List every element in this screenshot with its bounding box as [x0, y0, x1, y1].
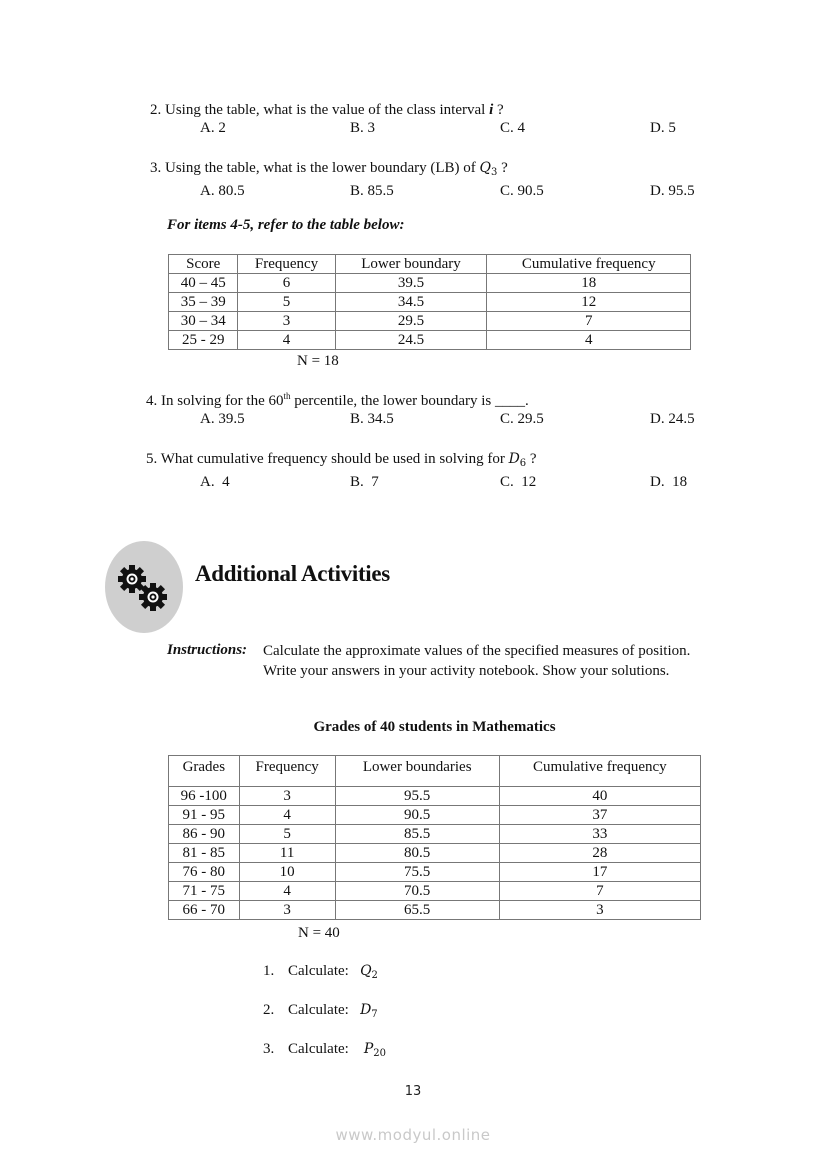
question-number: 4.	[146, 393, 158, 409]
refer-note: For items 4-5, refer to the table below:	[167, 217, 405, 233]
choice-d: D. 18	[650, 474, 688, 490]
choices	[150, 182, 730, 200]
question-stem	[146, 450, 726, 473]
table-cell: 17	[499, 863, 700, 882]
page-number: 13	[404, 1084, 422, 1099]
table-cell: 3	[239, 901, 335, 920]
score-table	[168, 254, 691, 350]
question-stem	[146, 392, 726, 410]
calc-label: Calculate:	[288, 1002, 349, 1018]
table-cell: 25 - 29	[169, 331, 238, 350]
choice-d: D. 24.5	[650, 411, 695, 427]
table2-title: Grades of 40 students in Mathematics	[313, 719, 556, 735]
math-sub: 2	[371, 970, 378, 981]
question-stem	[150, 159, 730, 182]
gear-small-icon	[139, 583, 167, 611]
table-cell: 3	[499, 901, 700, 920]
choice-c: C. 90.5	[500, 183, 544, 199]
question-end: ?	[493, 102, 504, 118]
table-cell: 5	[239, 825, 335, 844]
question-5	[146, 450, 726, 491]
grades-table	[168, 755, 701, 920]
choice-a: A. 4	[200, 474, 230, 490]
ordinal-suffix: th	[283, 391, 291, 401]
choice-c: C. 12	[500, 474, 537, 490]
choice-b: B. 34.5	[350, 411, 394, 427]
table-cell: 18	[487, 274, 691, 293]
math-var: D	[508, 451, 520, 467]
table-cell: 91 - 95	[169, 806, 240, 825]
calc-item-3	[263, 1041, 386, 1059]
header-cell: Lower boundaries	[335, 756, 499, 787]
table-row	[169, 825, 701, 844]
gears-icon	[105, 541, 183, 633]
choice-c: C. 29.5	[500, 411, 544, 427]
table-cell: 4	[239, 806, 335, 825]
question-text: Using the table, what is the value of the class interval	[165, 102, 490, 118]
choice-b: B. 7	[350, 474, 379, 490]
choice-c: C. 4	[500, 120, 526, 136]
table-row	[169, 882, 701, 901]
question-text: Using the table, what is the lower boundary (LB) of	[165, 160, 480, 176]
calc-number: 3.	[263, 1041, 275, 1057]
math-var: P	[363, 1041, 374, 1057]
header-cell: Frequency	[239, 756, 335, 787]
table-cell: 66 - 70	[169, 901, 240, 920]
table-cell: 34.5	[335, 293, 487, 312]
gears-icon-graphic	[105, 541, 183, 633]
table-cell: 90.5	[335, 806, 499, 825]
question-number: 2.	[150, 102, 162, 118]
choice-d: D. 95.5	[650, 183, 695, 199]
question-stem	[150, 101, 730, 119]
choice-a: A. 2	[200, 120, 226, 136]
choice-b: B. 3	[350, 120, 376, 136]
table-cell: 81 - 85	[169, 844, 240, 863]
class-interval-symbol: i	[489, 102, 494, 118]
question-end: percentile, the lower boundary is ____.	[290, 393, 529, 409]
header-cell: Cumulative frequency	[499, 756, 700, 787]
table-cell: 12	[487, 293, 691, 312]
header-cell: Frequency	[238, 255, 335, 274]
choice-d: D. 5	[650, 120, 676, 136]
table-cell: 33	[499, 825, 700, 844]
header-cell: Lower boundary	[335, 255, 487, 274]
math-symbol	[360, 1002, 378, 1018]
table-row	[169, 901, 701, 920]
math-sub: 6	[519, 458, 527, 469]
calc-label: Calculate:	[288, 1041, 349, 1057]
choice-a: A. 39.5	[200, 411, 245, 427]
math-sub: 3	[491, 167, 498, 178]
choice-b: B. 85.5	[350, 183, 394, 199]
math-symbol	[360, 963, 378, 979]
math-var: D	[360, 1002, 372, 1018]
choices	[146, 473, 726, 491]
question-4	[146, 392, 726, 428]
question-number: 5.	[146, 451, 158, 467]
watermark: www.modyul.online	[335, 1126, 491, 1144]
table-cell: 7	[487, 312, 691, 331]
question-2	[150, 101, 730, 137]
math-sub: 20	[373, 1048, 386, 1059]
calc-number: 1.	[263, 963, 275, 979]
calc-label: Calculate:	[288, 963, 349, 979]
calc-number: 2.	[263, 1002, 275, 1018]
table-cell: 80.5	[335, 844, 499, 863]
table-row	[169, 806, 701, 825]
table-cell: 75.5	[335, 863, 499, 882]
math-symbol	[509, 451, 527, 467]
question-end: ?	[497, 160, 508, 176]
choice-a: A. 80.5	[200, 183, 245, 199]
table-cell: 30 – 34	[169, 312, 238, 331]
table-row	[169, 844, 701, 863]
table-cell: 96 -100	[169, 787, 240, 806]
table-cell: 65.5	[335, 901, 499, 920]
table1-total: N = 18	[297, 353, 339, 369]
math-symbol	[364, 1041, 386, 1057]
table-cell: 4	[238, 331, 335, 350]
calc-item-1	[263, 963, 378, 981]
calc-item-2	[263, 1002, 378, 1020]
instructions-text: Calculate the approximate values of the specified measures of position. Write your answers in your activity notebook. Show your solutions.	[263, 643, 691, 679]
table-cell: 40	[499, 787, 700, 806]
table-cell: 39.5	[335, 274, 487, 293]
table-cell: 11	[239, 844, 335, 863]
table-row	[169, 787, 701, 806]
table-row	[169, 331, 691, 350]
table-cell: 35 – 39	[169, 293, 238, 312]
question-text: In solving for the 60	[161, 393, 284, 409]
header-cell: Cumulative frequency	[487, 255, 691, 274]
question-3	[150, 159, 730, 200]
table-cell: 4	[239, 882, 335, 901]
table-header-row	[169, 756, 701, 787]
table-cell: 4	[487, 331, 691, 350]
math-var: Q	[360, 963, 372, 979]
table-cell: 70.5	[335, 882, 499, 901]
question-number: 3.	[150, 160, 162, 176]
table-cell: 28	[499, 844, 700, 863]
table-row	[169, 312, 691, 331]
table-row	[169, 274, 691, 293]
table-cell: 6	[238, 274, 335, 293]
table-cell: 86 - 90	[169, 825, 240, 844]
section-title: Additional Activities	[195, 561, 390, 586]
table-cell: 37	[499, 806, 700, 825]
table-row	[169, 293, 691, 312]
question-text: What cumulative frequency should be used in solving for	[160, 451, 509, 467]
table-cell: 40 – 45	[169, 274, 238, 293]
table-cell: 24.5	[335, 331, 487, 350]
table-cell: 85.5	[335, 825, 499, 844]
instructions-label: Instructions:	[167, 642, 248, 658]
table-row	[169, 863, 701, 882]
table-cell: 95.5	[335, 787, 499, 806]
table-cell: 7	[499, 882, 700, 901]
question-end: ?	[526, 451, 537, 467]
table-cell: 76 - 80	[169, 863, 240, 882]
table-cell: 10	[239, 863, 335, 882]
table-cell: 3	[239, 787, 335, 806]
table-cell: 29.5	[335, 312, 487, 331]
table2-total: N = 40	[298, 925, 340, 941]
math-var: Q	[479, 160, 491, 176]
math-symbol	[480, 160, 498, 176]
header-cell: Score	[169, 255, 238, 274]
header-cell: Grades	[169, 756, 240, 787]
choices	[146, 410, 726, 428]
table-cell: 3	[238, 312, 335, 331]
math-sub: 7	[371, 1009, 378, 1020]
table-header-row	[169, 255, 691, 274]
table-cell: 5	[238, 293, 335, 312]
choices	[150, 119, 730, 137]
table-cell: 71 - 75	[169, 882, 240, 901]
